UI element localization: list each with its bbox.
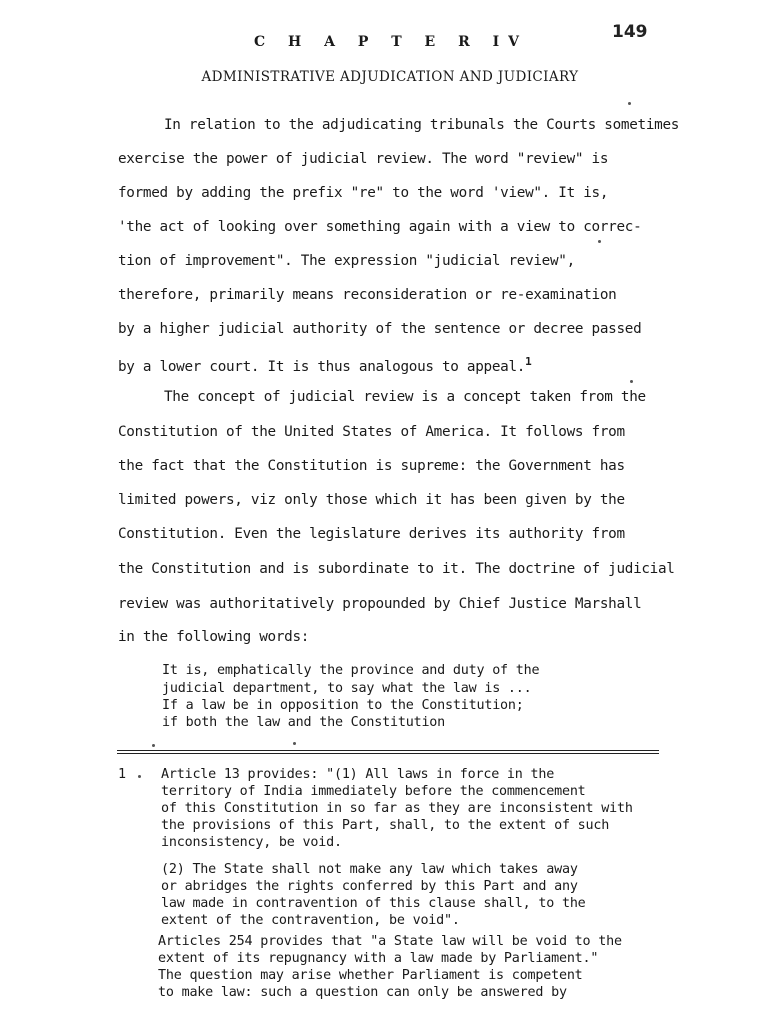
footnote-line: law made in contravention of this clause shall, to the — [161, 896, 586, 911]
footnote-marker: 1 — [118, 767, 127, 782]
footnote-line: or abridges the rights conferred by this Part and any — [161, 879, 578, 894]
scan-speck — [138, 775, 141, 778]
body-line-text: by a lower court. It is thus analogous to appeal. — [118, 358, 526, 375]
body-line: limited powers, viz only those which it has been given by the — [118, 492, 625, 508]
scan-speck — [598, 240, 601, 243]
quote-line: if both the law and the Constitution — [162, 715, 446, 730]
scan-speck — [293, 742, 296, 745]
body-line: in the following words: — [118, 629, 310, 645]
scan-speck — [628, 102, 631, 105]
quote-line: If a law be in opposition to the Constitution; — [162, 698, 524, 713]
body-line: the fact that the Constitution is supreme: the Government has — [118, 458, 625, 474]
footnote-line: the provisions of this Part, shall, to the extent of such — [161, 818, 610, 833]
quote-line: It is, emphatically the province and duty of the — [162, 663, 540, 678]
footnote-line: Articles 254 provides that "a State law will be void to the — [158, 934, 622, 949]
body-line: formed by adding the prefix "re" to the word 'view". It is, — [118, 185, 609, 201]
body-line: The concept of judicial review is a concept taken from the — [164, 389, 646, 405]
chapter-title: ADMINISTRATIVE ADJUDICATION AND JUDICIARY — [201, 69, 579, 85]
body-line: exercise the power of judicial review. The word "review" is — [118, 151, 609, 167]
body-line: therefore, primarily means reconsideration or re-examination — [118, 287, 617, 303]
footnote-line: territory of India immediately before the commencement — [161, 784, 586, 799]
chapter-heading: C H A P T E R IV — [253, 34, 528, 50]
footnote-line: extent of the contravention, be void". — [161, 913, 460, 928]
body-line: the Constitution and is subordinate to it. The doctrine of judicial — [118, 561, 675, 577]
footnote-line: to make law: such a question can only be answered by — [158, 985, 567, 1000]
body-line: In relation to the adjudicating tribunals the Courts sometimes — [164, 117, 680, 133]
body-line: Constitution. Even the legislature derives its authority from — [118, 526, 625, 542]
body-line: Constitution of the United States of America. It follows from — [118, 424, 625, 440]
footnote-line: Article 13 provides: "(1) All laws in force in the — [161, 767, 555, 782]
page-number: 149 — [612, 22, 648, 42]
scan-speck — [630, 380, 633, 383]
body-line: tion of improvement". The expression "judicial review", — [118, 253, 575, 269]
footnote-line: The question may arise whether Parliament is competent — [158, 968, 583, 983]
footnote-line: inconsistency, be void. — [161, 835, 342, 850]
footnote-separator-rule — [117, 750, 659, 754]
footnote-reference: 1 — [525, 355, 532, 368]
footnote-line: of this Constitution in so far as they are inconsistent with — [161, 801, 633, 816]
scan-speck — [152, 744, 155, 747]
footnote-line: extent of its repugnancy with a law made by Parliament." — [158, 951, 599, 966]
footnote-line: (2) The State shall not make any law which takes away — [161, 862, 578, 877]
body-line: 'the act of looking over something again with a view to correc- — [118, 219, 642, 235]
body-line-with-footnote — [118, 355, 531, 375]
body-line: review was authoritatively propounded by Chief Justice Marshall — [118, 596, 642, 612]
body-line: by a higher judicial authority of the sentence or decree passed — [118, 321, 642, 337]
quote-line: judicial department, to say what the law is ... — [162, 681, 532, 696]
